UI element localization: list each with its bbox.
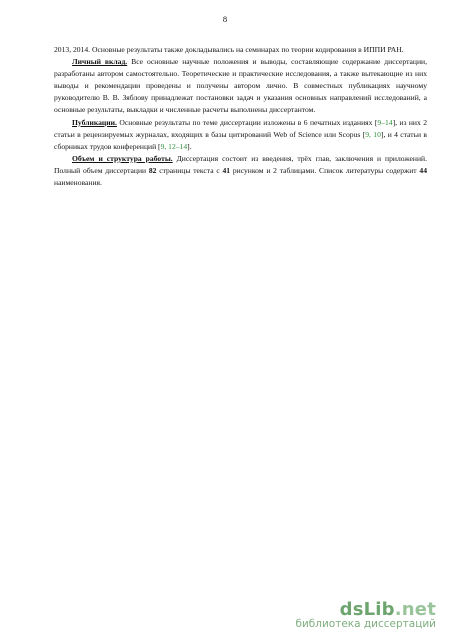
citation-link[interactable]: 9, 12–14 (160, 141, 188, 151)
logo-tld: .net (394, 599, 436, 620)
paragraph-text: . (189, 141, 192, 151)
section-heading-personal-contribution: Личный вклад. (72, 57, 128, 67)
paragraph-text: , из них 2 статьи в рецензируемых журналах, входящих в базы цитирований Web of Science или Scopus (54, 117, 427, 139)
page-count: 82 (148, 165, 157, 175)
paragraph-text: страницы текста с (156, 165, 223, 175)
paragraph-conferences: 2013, 2014. Основные результаты также докладывались на семинарах по теории кодирования в ИППИ РАН. (54, 45, 404, 54)
section-heading-publications: Публикации. (72, 117, 117, 127)
watermark-subtitle: библиотека диссертаций (295, 618, 436, 630)
paragraph-text: Все основные научные положения и выводы, составляющие содержание диссертации, разработаны автором самостоятельно. Теоретические и практические исследования, а также вытекающие из них выводы и рекомендации проведены и получены автором лично. В совместных публикациях научному руководителю В. В. Зяблову принадлежат постановки задач и указания основных направлений исследований, а основные результаты, выкладки и численные расчеты выполнены диссертантом. (54, 57, 428, 115)
paragraph-publications: Публикации. Основные результаты по теме диссертации изложены в 6 печатных изданиях [9–14], из них 2 статьи в рецензируемых журналах, входящих в базы цитирований Web of Science или Scopus [9, 10], и 4 статьи в сборниках трудов конференций [9, 12–14]. (54, 117, 428, 151)
paragraph-text: , и 4 статьи в сборниках трудов конференций (54, 129, 428, 151)
document-body (54, 44, 427, 189)
paragraph-text: Диссертация состоит из введения, трёх глав, заключения и приложений. Полный объем диссертации (54, 153, 427, 175)
section-heading-structure: Объем и структура работы. (72, 153, 173, 163)
figure-count: 41 (222, 165, 231, 175)
paragraph-text: Основные результаты по теме диссертации изложены в 6 печатных изданиях (116, 117, 375, 127)
citation-link[interactable]: 9, 10 (365, 129, 381, 139)
dslib-logo[interactable] (295, 599, 436, 620)
citation-link[interactable]: 9–14 (377, 117, 393, 127)
dslib-watermark[interactable] (295, 599, 436, 630)
page-number: 8 (222, 14, 228, 24)
paragraph-personal-contribution (54, 56, 427, 116)
reference-count: 44 (419, 165, 427, 175)
paragraph-text: наименования. (54, 178, 102, 188)
paragraph-structure (54, 153, 427, 189)
paragraph-text: рисунком и 2 таблицами. Список литературы содержит (230, 165, 420, 175)
logo-main: dsLib (339, 599, 395, 620)
